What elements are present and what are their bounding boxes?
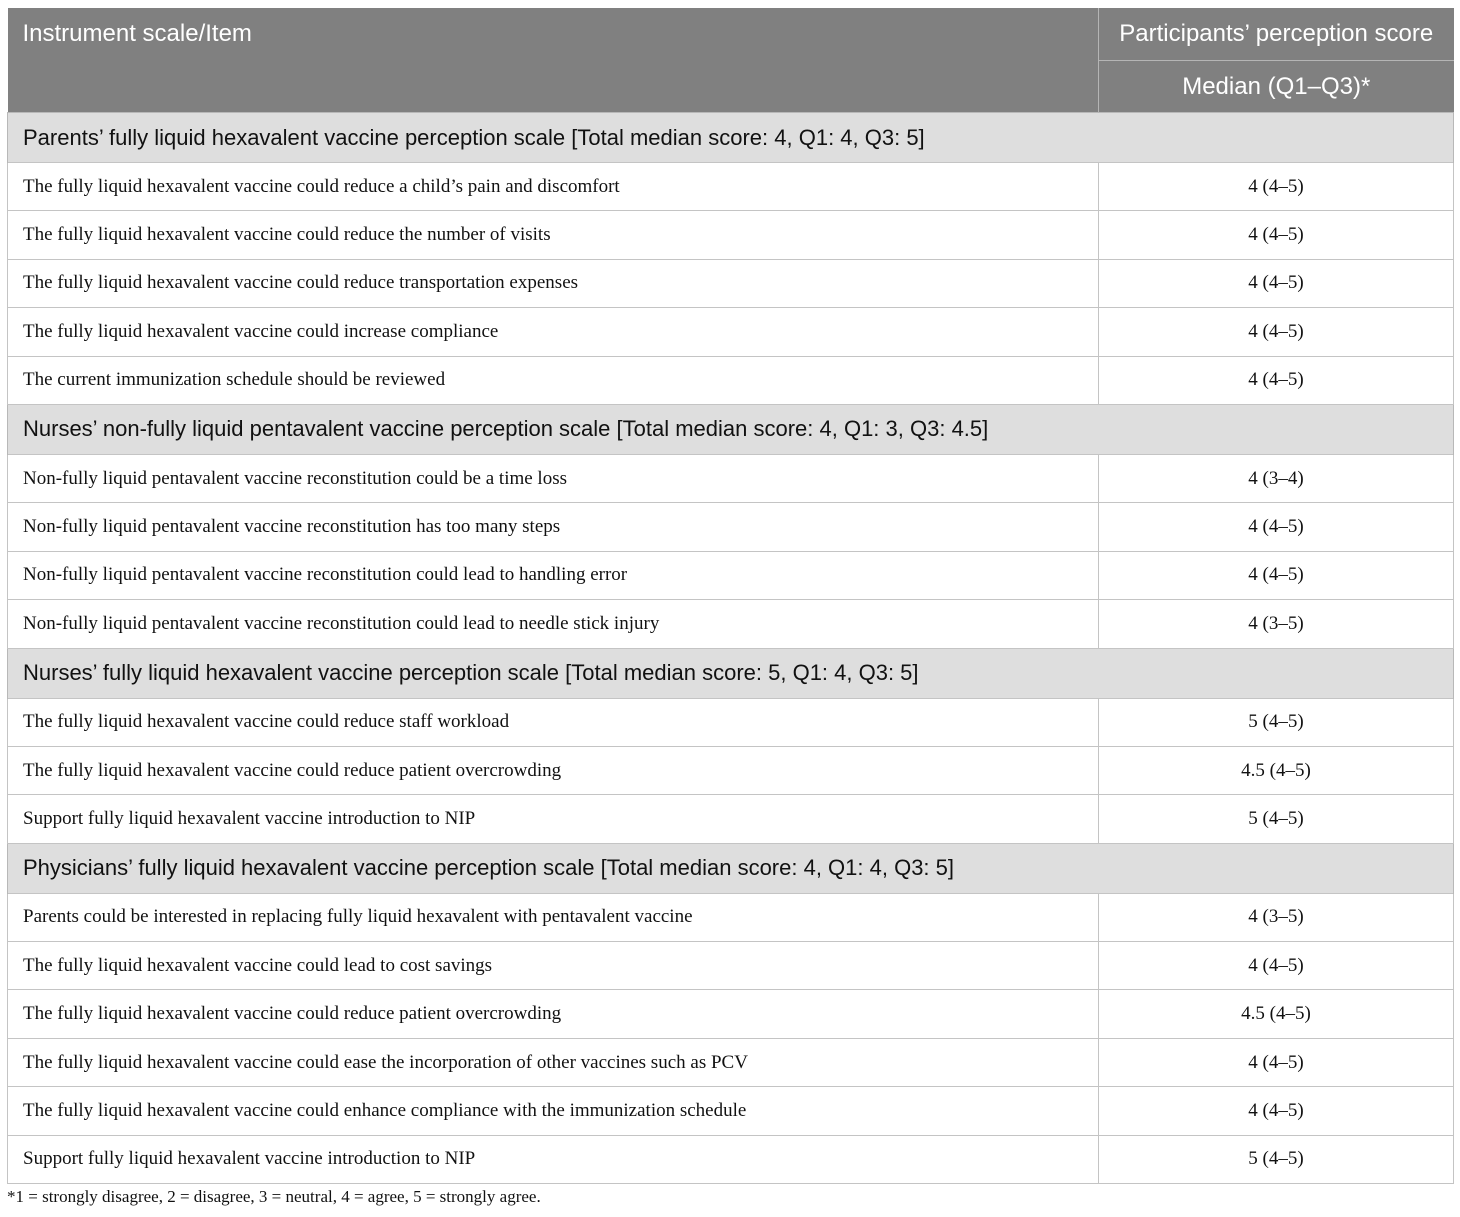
section-title: Nurses’ non-fully liquid pentavalent vaccine perception scale [Total median score: 4, Q1: 3, Q3: 4.5] bbox=[8, 404, 1454, 454]
header-perception-score: Participants’ perception score bbox=[1099, 8, 1454, 61]
item-score: 4 (4–5) bbox=[1099, 211, 1454, 259]
item-score: 5 (4–5) bbox=[1099, 698, 1454, 746]
item-score: 4 (3–5) bbox=[1099, 600, 1454, 648]
table-footnote: *1 = strongly disagree, 2 = disagree, 3 = neutral, 4 = agree, 5 = strongly agree. bbox=[7, 1187, 541, 1206]
table-row bbox=[8, 551, 1454, 599]
section-row-physicians bbox=[8, 843, 1454, 893]
section-row-parents bbox=[8, 113, 1454, 163]
item-score: 4 (4–5) bbox=[1099, 163, 1454, 211]
item-label: The fully liquid hexavalent vaccine could reduce staff workload bbox=[8, 698, 1099, 746]
table-row bbox=[8, 600, 1454, 648]
item-label: The fully liquid hexavalent vaccine could reduce a child’s pain and discomfort bbox=[8, 163, 1099, 211]
section-title: Parents’ fully liquid hexavalent vaccine perception scale [Total median score: 4, Q1: 4, Q3: 5] bbox=[8, 113, 1454, 163]
item-score: 4.5 (4–5) bbox=[1099, 990, 1454, 1038]
table-row bbox=[8, 1135, 1454, 1183]
item-label: Support fully liquid hexavalent vaccine introduction to NIP bbox=[8, 1135, 1099, 1183]
item-label: The fully liquid hexavalent vaccine could ease the incorporation of other vaccines such as PCV bbox=[8, 1038, 1099, 1086]
header-median-q1-q3: Median (Q1–Q3)* bbox=[1099, 61, 1454, 113]
table-row bbox=[8, 356, 1454, 404]
item-label: The current immunization schedule should be reviewed bbox=[8, 356, 1099, 404]
item-score: 4 (4–5) bbox=[1099, 259, 1454, 307]
item-label: The fully liquid hexavalent vaccine could reduce transportation expenses bbox=[8, 259, 1099, 307]
item-score: 4 (4–5) bbox=[1099, 503, 1454, 551]
table-row bbox=[8, 893, 1454, 941]
item-label: The fully liquid hexavalent vaccine could lead to cost savings bbox=[8, 942, 1099, 990]
item-label: The fully liquid hexavalent vaccine could reduce patient overcrowding bbox=[8, 746, 1099, 794]
item-score: 4 (4–5) bbox=[1099, 308, 1454, 356]
item-score: 5 (4–5) bbox=[1099, 795, 1454, 843]
item-score: 4 (4–5) bbox=[1099, 942, 1454, 990]
table-row bbox=[8, 746, 1454, 794]
item-label: Non-fully liquid pentavalent vaccine reconstitution could be a time loss bbox=[8, 454, 1099, 502]
table-body bbox=[8, 113, 1454, 1184]
table-row bbox=[8, 1038, 1454, 1086]
item-score: 4 (3–5) bbox=[1099, 893, 1454, 941]
item-label: The fully liquid hexavalent vaccine could enhance compliance with the immunization schedule bbox=[8, 1087, 1099, 1135]
table-row bbox=[8, 503, 1454, 551]
item-label: Parents could be interested in replacing fully liquid hexavalent with pentavalent vaccine bbox=[8, 893, 1099, 941]
table-row bbox=[8, 259, 1454, 307]
item-label: Non-fully liquid pentavalent vaccine reconstitution could lead to needle stick injury bbox=[8, 600, 1099, 648]
section-title: Nurses’ fully liquid hexavalent vaccine perception scale [Total median score: 5, Q1: 4, Q3: 5] bbox=[8, 648, 1454, 698]
item-label: The fully liquid hexavalent vaccine could reduce patient overcrowding bbox=[8, 990, 1099, 1038]
table-row bbox=[8, 1087, 1454, 1135]
item-score: 4 (4–5) bbox=[1099, 1038, 1454, 1086]
item-label: The fully liquid hexavalent vaccine could reduce the number of visits bbox=[8, 211, 1099, 259]
item-score: 4 (4–5) bbox=[1099, 356, 1454, 404]
table-row bbox=[8, 163, 1454, 211]
item-score: 4 (4–5) bbox=[1099, 551, 1454, 599]
perception-table bbox=[7, 8, 1454, 1184]
item-score: 5 (4–5) bbox=[1099, 1135, 1454, 1183]
item-score: 4 (4–5) bbox=[1099, 1087, 1454, 1135]
section-row-nurses-pentavalent bbox=[8, 404, 1454, 454]
item-label: The fully liquid hexavalent vaccine could increase compliance bbox=[8, 308, 1099, 356]
item-score: 4 (3–4) bbox=[1099, 454, 1454, 502]
header-instrument-scale: Instrument scale/Item bbox=[8, 8, 1099, 113]
table-row bbox=[8, 795, 1454, 843]
table-header-row bbox=[8, 8, 1454, 61]
table-row bbox=[8, 454, 1454, 502]
item-label: Non-fully liquid pentavalent vaccine reconstitution could lead to handling error bbox=[8, 551, 1099, 599]
section-title: Physicians’ fully liquid hexavalent vaccine perception scale [Total median score: 4, Q1: 4, Q3: 5] bbox=[8, 843, 1454, 893]
table-row bbox=[8, 308, 1454, 356]
table-row bbox=[8, 990, 1454, 1038]
table-row bbox=[8, 942, 1454, 990]
table-row bbox=[8, 211, 1454, 259]
section-row-nurses-hexavalent bbox=[8, 648, 1454, 698]
item-label: Support fully liquid hexavalent vaccine introduction to NIP bbox=[8, 795, 1099, 843]
table-row bbox=[8, 698, 1454, 746]
item-score: 4.5 (4–5) bbox=[1099, 746, 1454, 794]
item-label: Non-fully liquid pentavalent vaccine reconstitution has too many steps bbox=[8, 503, 1099, 551]
